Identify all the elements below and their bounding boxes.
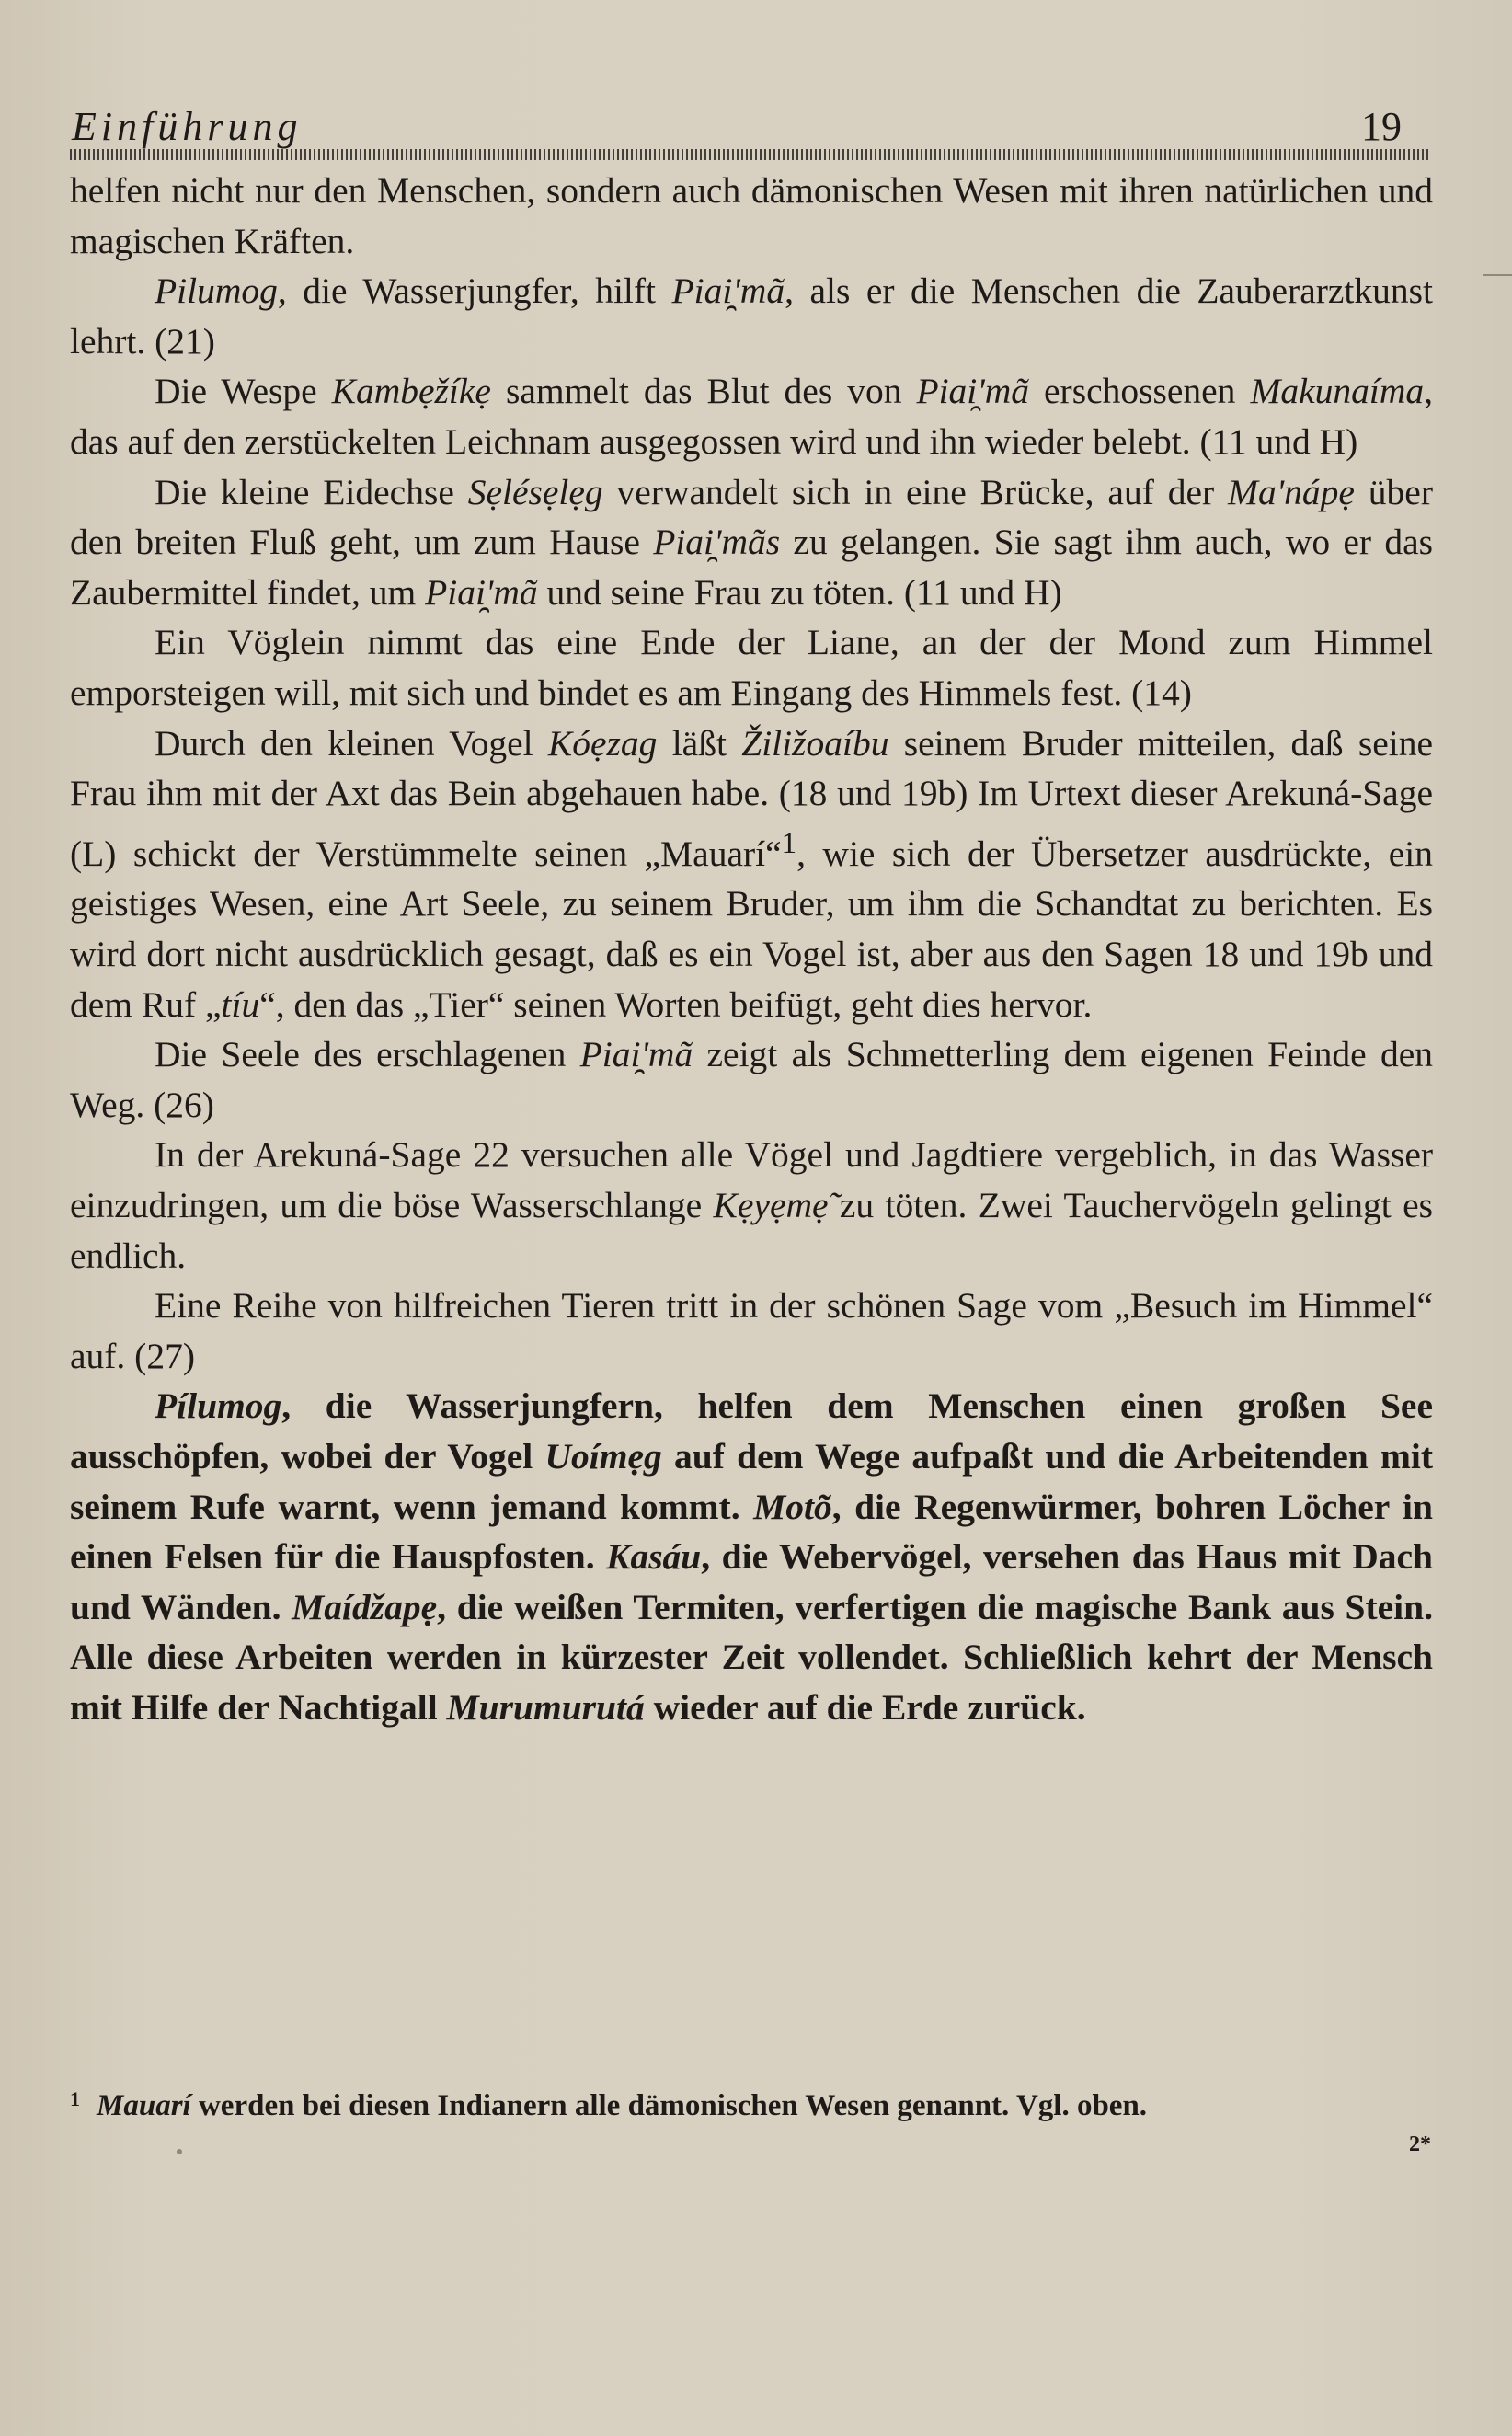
italic-term: Piai̯'mãs	[653, 522, 781, 563]
italic-term: Pílumog	[155, 1385, 282, 1427]
text-run: “, den das „Tier“ seinen Worten beifügt, geht dies hervor.	[259, 983, 1093, 1025]
text-run: zeigt als Schmetterling dem eigenen Feinde den Weg. (26)	[70, 1034, 1433, 1125]
italic-term: Pilumog	[155, 270, 278, 312]
text-run: Die Wespe	[155, 371, 332, 412]
text-run: über den breiten Fluß geht, um zum Hause	[70, 471, 1433, 563]
italic-term: Žiližoaíbu	[741, 722, 889, 764]
text-run: , die Regenwürmer, bohren Löcher in einen Felsen für die Hauspfosten.	[70, 1486, 1433, 1578]
italic-term: Kẹyẹmẹ̃	[713, 1185, 829, 1226]
text-run: auf dem Wege aufpaßt und die Arbeitenden mit seinem Rufe warnt, wenn jemand kommt.	[70, 1436, 1433, 1527]
text-run: Die kleine Eidechse	[155, 471, 468, 512]
italic-term: Murumurutá	[446, 1686, 645, 1728]
italic-term: tíu	[221, 983, 260, 1025]
text-run: Eine Reihe von hilfreichen Tieren tritt in der schönen Sage vom „Besuch im Himmel“ auf. (27)	[70, 1285, 1433, 1376]
paragraph	[70, 366, 1433, 466]
margin-mark	[1483, 274, 1512, 276]
paragraph	[70, 718, 1433, 1030]
speck	[177, 2149, 182, 2154]
text-run: Ein Vöglein nimmt das eine Ende der Liane, an der der Mond zum Himmel emporsteigen will, mit sich und bindet es am Eingang des Himmels fest. (14)	[70, 622, 1433, 713]
signature-mark: 2*	[1409, 2132, 1431, 2156]
chapter-title: Einführung	[72, 104, 303, 149]
italic-term: Maídžapẹ	[292, 1586, 438, 1627]
footnote-marker: 1	[70, 2087, 80, 2110]
running-head	[70, 103, 1433, 155]
text-run: , die Webervögel, versehen das Haus mit Dach und Wänden.	[70, 1536, 1433, 1627]
text-run: , das auf den zerstückelten Leichnam ausgegossen wird und ihn wieder belebt. (11 und H)	[70, 371, 1433, 462]
text-run: , die weißen Termiten, verfertigen die magische Bank aus Stein. Alle diese Arbeiten werden in kürzester Zeit vollendet. Schließlich kehrt der Mensch mit Hilfe der Nachtigall	[70, 1586, 1433, 1728]
italic-term: Makunaíma	[1250, 371, 1425, 412]
text-run: Die Seele des erschlagenen	[155, 1034, 580, 1075]
text-run: erschossenen	[1029, 371, 1251, 412]
italic-term: Kambẹžíkẹ	[331, 371, 491, 412]
text-run: , als er die Menschen die Zauberarztkunst lehrt. (21)	[70, 270, 1433, 362]
text-run: seinem Bruder mitteilen, daß seine Frau ihm mit der Axt das Bein abgehauen habe. (18 und 19b) Im Urtext dieser Arekuná-Sage (L) schickt der Verstümmelte seinen „Mauarí“	[70, 722, 1433, 874]
text-run: läßt	[657, 722, 742, 764]
text-run: zu töten. Zwei Tauchervögeln gelingt es endlich.	[70, 1185, 1433, 1276]
italic-term: Kasáu	[606, 1536, 702, 1578]
footnote-term: Mauarí	[97, 2089, 191, 2122]
page-number: 19	[1361, 104, 1402, 149]
italic-term: Piai̯'mã	[916, 371, 1030, 412]
paragraph	[70, 266, 1433, 366]
page	[70, 103, 1433, 1733]
italic-term: Ma'nápẹ	[1228, 471, 1355, 512]
paragraph	[70, 1281, 1433, 1381]
italic-term: Piai̯'mã	[579, 1034, 693, 1075]
paragraph	[70, 467, 1433, 618]
paragraph: helfen nicht nur den Menschen, sondern auch dämonischen Wesen mit ihren natürlichen und magischen Kräften.	[70, 170, 1433, 261]
italic-term: Kóẹzag	[547, 722, 658, 764]
text-run: und seine Frau zu töten. (11 und H)	[537, 571, 1062, 613]
paragraph	[70, 1381, 1433, 1732]
text-run: , die Wasserjungfern, helfen dem Menschen einen großen See ausschöpfen, wobei der Vogel	[70, 1385, 1433, 1477]
italic-term: Piai̯'mã	[671, 270, 785, 312]
footnote-text: werden bei diesen Indianern alle dämonischen Wesen genannt. Vgl. oben.	[190, 2089, 1148, 2122]
body-text	[70, 166, 1433, 1733]
italic-term: Motõ	[753, 1486, 832, 1527]
paragraph	[70, 1029, 1433, 1130]
text-run: zu gelangen. Sie sagt ihm auch, wo er das Zaubermittel findet, um	[70, 522, 1433, 613]
paragraph	[70, 1130, 1433, 1281]
text-run: Durch den kleinen Vogel	[155, 722, 548, 764]
text-run: sammelt das Blut des von	[490, 371, 917, 412]
footnote-ref: 1	[781, 826, 797, 860]
italic-term: Piai̯'mã	[425, 571, 538, 613]
footnote	[70, 2081, 1429, 2124]
italic-term: Uoímẹg	[544, 1436, 662, 1477]
italic-term: Sẹlésẹlẹg	[467, 471, 603, 512]
text-run: In der Arekuná-Sage 22 versuchen alle Vögel und Jagdtiere vergeblich, in das Wasser einzudringen, um die böse Wasserschlange	[70, 1134, 1433, 1226]
header-rule	[70, 149, 1429, 160]
paragraph	[70, 617, 1433, 718]
text-run: verwandelt sich in eine Brücke, auf der	[602, 471, 1229, 512]
text-run: wieder auf die Erde zurück.	[644, 1686, 1086, 1728]
text-run: , die Wasserjungfer, hilft	[277, 270, 672, 312]
text-run: , wie sich der Übersetzer ausdrückte, ein geistiges Wesen, eine Art Seele, zu seinem Bruder, um ihm die Schandtat zu berichten. Es wird dort nicht ausdrücklich gesagt, daß es ein Vogel ist, aber aus den Sagen 18 und 19b und dem Ruf „	[70, 833, 1433, 1025]
